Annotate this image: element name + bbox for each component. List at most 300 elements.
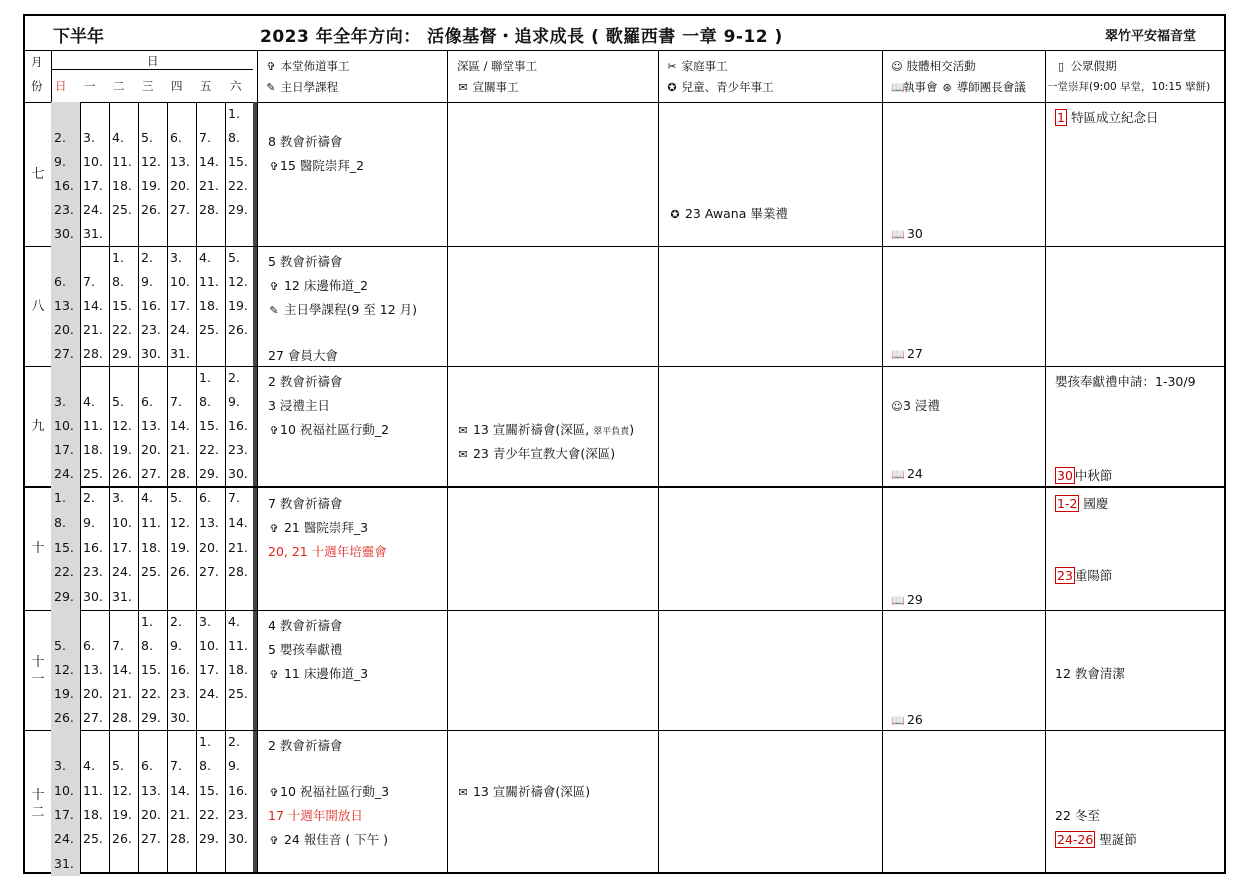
cross-icon: ✞ (269, 160, 279, 173)
day-cell: 11. (112, 154, 132, 169)
book-icon: 📖 (891, 228, 905, 241)
holiday-item: 1 特區成立紀念日 (1057, 110, 1159, 125)
day-cell: 30. (170, 710, 190, 725)
day-cell (138, 222, 167, 246)
day-cell: 20. (141, 807, 161, 822)
day-cell: 3. (170, 250, 182, 265)
day-cell: 24. (199, 686, 219, 701)
day-cell (80, 730, 109, 754)
day-cell: 16. (141, 298, 161, 313)
gear-icon: ✪ (670, 208, 680, 221)
weekday-mon: 一 (84, 79, 96, 93)
day-cell: 16. (51, 174, 80, 198)
month-header-top: 月 (31, 55, 43, 69)
book-icon: 📖 (891, 348, 905, 361)
day-cell: 3. (112, 490, 124, 505)
month-label: 十 二 (31, 788, 45, 820)
divider (447, 50, 448, 872)
weekday-sat: 六 (230, 79, 242, 93)
holiday-item: 22 冬至 (1055, 808, 1100, 823)
day-cell: 10. (112, 514, 132, 530)
event-item: 7 教會祈禱會 (268, 496, 343, 511)
day-cell: 25. (199, 322, 219, 337)
day-cell: 31. (83, 226, 103, 241)
day-cell: 15. (199, 418, 219, 433)
day-cell: 8. (51, 511, 80, 536)
cross-icon: ✞ (269, 834, 279, 847)
day-cell (109, 730, 138, 754)
holiday-item: 嬰孩奉獻禮申請：1-30/9 (1055, 374, 1196, 389)
day-cell (167, 730, 196, 754)
smiley-icon: ☺ (891, 60, 903, 73)
day-cell: 14. (112, 662, 132, 677)
day-cell: 24. (51, 827, 80, 851)
day-cell: 24. (112, 564, 132, 580)
day-cell (51, 246, 80, 270)
day-cell: 1. (51, 486, 80, 511)
day-cell: 21. (199, 178, 219, 193)
day-cell (225, 222, 254, 246)
day-cell: 22. (199, 807, 219, 822)
day-cell: 8. (199, 758, 211, 774)
day-cell: 1. (112, 250, 124, 265)
day-cell: 29. (112, 346, 132, 361)
day-cell: 24. (83, 202, 103, 217)
day-cell: 21. (228, 539, 248, 555)
cross-icon: ✞ (266, 60, 276, 73)
holiday-item: 12 教會清潔 (1055, 666, 1125, 681)
family-header: ✂ 家庭事工 (667, 59, 728, 73)
day-cell: 28. (170, 831, 190, 847)
day-cell: 27. (141, 831, 161, 847)
month-label: 十 一 (31, 655, 45, 687)
day-cell: 5. (51, 634, 80, 658)
month-label: 十 (31, 541, 45, 556)
day-cell: 5. (228, 250, 240, 265)
day-cell (167, 852, 196, 876)
event-item: 📖 27 (891, 346, 923, 361)
day-cell (225, 585, 254, 610)
half-year-title: 下半年 (53, 27, 104, 47)
day-cell: 7. (112, 638, 124, 653)
day-cell: 18. (83, 807, 103, 822)
day-cell: 26. (170, 564, 190, 580)
day-cell: 19. (170, 539, 190, 555)
day-cell: 7. (228, 490, 240, 505)
day-cell: 31. (51, 852, 80, 876)
day-cell: 28. (199, 202, 219, 217)
day-cell (138, 102, 167, 126)
book-icon: 📖 (891, 468, 905, 481)
event-item: 📖 24 (891, 466, 923, 481)
day-cell: 2. (83, 490, 95, 505)
event-item: 4 教會祈禱會 (268, 618, 343, 633)
day-cell: 19. (112, 807, 132, 822)
divider (882, 50, 883, 872)
weekday-wed: 三 (142, 79, 154, 93)
holiday-item: 24-26 聖誕節 (1057, 832, 1137, 847)
day-cell: 8. (112, 274, 124, 289)
day-cell (51, 610, 80, 634)
day-cell: 9. (170, 638, 182, 653)
day-cell: 18. (141, 539, 161, 555)
day-cell: 14. (170, 418, 190, 433)
day-cell: 8. (141, 638, 153, 653)
day-cell: 17. (51, 803, 80, 827)
day-cell (196, 852, 225, 876)
day-cell: 25. (83, 466, 103, 481)
day-cell: 10. (51, 779, 80, 803)
day-cell (109, 222, 138, 246)
day-cell: 30. (228, 831, 248, 847)
day-cell: 12. (51, 658, 80, 682)
day-cell (196, 222, 225, 246)
church-evangelism-header: ✞ 本堂佈道事工 (266, 59, 350, 73)
event-item: 3 浸禮主日 (268, 398, 330, 413)
day-cell: 12. (112, 418, 132, 433)
day-cell: 10. (199, 638, 219, 653)
day-cell: 23. (141, 322, 161, 337)
divider (1045, 50, 1046, 872)
day-cell: 13. (141, 782, 161, 798)
day-cell: 24. (51, 462, 80, 486)
event-item: 5 教會祈禱會 (268, 254, 343, 269)
day-cell: 17. (112, 539, 132, 555)
day-cell: 29. (141, 710, 161, 725)
day-cell: 8. (228, 130, 240, 145)
day-cell: 18. (228, 662, 248, 677)
mail-icon: ✉ (458, 424, 468, 437)
day-cell: 8. (199, 394, 211, 409)
event-item: 5 嬰孩奉獻禮 (268, 642, 343, 657)
day-cell: 20. (199, 539, 219, 555)
day-cell: 28. (228, 564, 248, 580)
day-cell: 16. (228, 782, 248, 798)
day-cell: 17. (51, 438, 80, 462)
calendar-sheet (23, 14, 1226, 874)
month-label: 九 (31, 419, 45, 434)
day-cell (109, 852, 138, 876)
day-cell: 14. (83, 298, 103, 313)
day-cell: 9. (51, 150, 80, 174)
day-cell: 22. (228, 178, 248, 193)
day-cell (167, 366, 196, 390)
day-cell (167, 222, 196, 246)
day-cell: 4. (83, 758, 95, 774)
day-cell: 29. (199, 831, 219, 847)
day-cell: 17. (170, 298, 190, 313)
day-cell: 31. (112, 589, 132, 605)
day-cell: 29. (228, 202, 248, 217)
day-cell: 16. (170, 662, 190, 677)
day-cell: 25. (141, 564, 161, 580)
day-cell (51, 366, 80, 390)
event-item: 20, 21 十週年培靈會 (268, 544, 387, 559)
day-cell: 22. (112, 322, 132, 337)
day-cell: 7. (83, 274, 95, 289)
event-item: 27 會員大會 (268, 348, 338, 363)
day-cell: 11. (199, 274, 219, 289)
book-icon: 📖 (891, 81, 905, 94)
day-cell: 11. (141, 514, 161, 530)
day-cell: 6. (141, 758, 153, 774)
day-cell: 29. (51, 585, 80, 610)
day-cell: 6. (170, 130, 182, 145)
event-item: 📖 26 (891, 712, 923, 727)
day-cell: 31. (170, 346, 190, 361)
event-item: ✉ 13 宣關祈禱會(深區) (458, 784, 591, 799)
day-cell (196, 102, 225, 126)
day-cell: 2. (141, 250, 153, 265)
book-icon: 📖 (891, 594, 905, 607)
cross-icon: ✞ (269, 668, 279, 681)
day-cell: 22. (199, 442, 219, 457)
event-item: 📖 29 (891, 592, 923, 607)
day-cell: 16. (228, 418, 248, 433)
day-cell: 24. (170, 322, 190, 337)
pencil-icon: ✎ (269, 304, 279, 317)
day-cell: 22. (51, 560, 80, 585)
day-cell (51, 730, 80, 754)
day-cell: 23. (170, 686, 190, 701)
day-cell: 18. (199, 298, 219, 313)
event-item: 17 十週年開放日 (268, 808, 363, 823)
service-time-header: 一堂崇拜(9:00 早堂，10:15 擘餅) (1047, 81, 1211, 93)
day-cell: 11. (83, 782, 103, 798)
day-cell: 29. (199, 466, 219, 481)
day-cell: 3. (199, 614, 211, 629)
event-item: ✞ 24 報佳音 ( 下午 ) (269, 832, 389, 847)
day-cell: 9. (83, 514, 95, 530)
weekday-fri: 五 (200, 79, 212, 93)
day-cell: 1. (199, 734, 211, 749)
day-cell: 25. (112, 202, 132, 217)
day-cell: 12. (141, 154, 161, 169)
gear-icon: ✪ (667, 81, 677, 94)
day-cell: 23. (228, 807, 248, 822)
day-cell: 15. (141, 662, 161, 677)
day-cell (80, 610, 109, 634)
day-cell: 6. (83, 638, 95, 653)
day-cell: 27. (83, 710, 103, 725)
day-cell: 14. (228, 514, 248, 530)
day-cell: 11. (228, 638, 248, 653)
day-cell: 13. (141, 418, 161, 433)
holiday-header: ▯ 公眾假期 (1055, 58, 1117, 74)
day-cell: 28. (83, 346, 103, 361)
cross-icon: ✞ (269, 424, 279, 437)
gate-icon: ▯ (1057, 60, 1065, 73)
day-cell: 20. (141, 442, 161, 457)
day-cell: 27. (51, 342, 80, 366)
day-cell: 2. (170, 614, 182, 629)
day-cell: 4. (83, 394, 95, 409)
day-cell (138, 585, 167, 610)
day-cell (109, 102, 138, 126)
event-item: ✞15 醫院崇拜_2 (269, 158, 365, 173)
day-cell: 11. (83, 418, 103, 433)
divider (257, 50, 258, 872)
day-cell: 25. (228, 686, 248, 701)
day-cell: 3. (51, 754, 80, 778)
church-name: 翠竹平安福音堂 (1104, 29, 1196, 44)
day-cell: 20. (83, 686, 103, 701)
day-cell: 15. (51, 536, 80, 561)
day-cell: 7. (170, 758, 182, 774)
day-cell: 19. (228, 298, 248, 313)
day-cell: 27. (141, 466, 161, 481)
day-cell: 6. (51, 270, 80, 294)
day-cell: 2. (228, 370, 240, 385)
event-item: ✪ 23 Awana 畢業禮 (670, 206, 788, 221)
day-header: 日 (147, 54, 159, 68)
weekday-sun: 日 (55, 79, 67, 93)
day-cell: 2. (228, 734, 240, 749)
weekday-thu: 四 (171, 79, 183, 93)
day-cell: 28. (112, 710, 132, 725)
day-cell: 4. (228, 614, 240, 629)
day-cell: 17. (199, 662, 219, 677)
day-cell: 13. (170, 154, 190, 169)
day-cell: 19. (51, 682, 80, 706)
youth-header: ✪ 兒童、青少年事工 (667, 80, 774, 94)
day-cell: 23. (228, 442, 248, 457)
day-cell: 19. (112, 442, 132, 457)
event-item: ✞10 祝福社區行動_2 (269, 422, 390, 437)
smiley-icon: ☺ (891, 400, 903, 413)
day-cell: 4. (141, 490, 153, 505)
event-item: ✞ 11 床邊佈道_3 (269, 666, 369, 681)
day-cell: 13. (51, 294, 80, 318)
day-cell: 9. (228, 394, 240, 409)
day-cell: 4. (112, 130, 124, 145)
day-cell: 3. (51, 390, 80, 414)
day-cell (109, 366, 138, 390)
day-cell (80, 102, 109, 126)
month-label: 七 (31, 167, 45, 182)
event-item: ☺3 浸禮 (891, 398, 940, 413)
holiday-item: 1-2 國慶 (1057, 496, 1109, 511)
day-cell: 10. (170, 274, 190, 289)
cross-icon: ✞ (269, 280, 279, 293)
day-cell: 12. (228, 274, 248, 289)
day-cell: 15. (112, 298, 132, 313)
day-cell: 13. (83, 662, 103, 677)
fellowship-header: ☺ 肢體相交活動 (891, 59, 976, 73)
day-cell: 25. (83, 831, 103, 847)
day-cell: 17. (83, 178, 103, 193)
day-cell: 4. (199, 250, 211, 265)
day-cell (138, 852, 167, 876)
mail-icon: ✉ (458, 448, 468, 461)
event-item: 8 教會祈禱會 (268, 134, 343, 149)
day-cell: 21. (170, 442, 190, 457)
day-cell: 18. (83, 442, 103, 457)
day-cell: 7. (170, 394, 182, 409)
day-cell (138, 366, 167, 390)
day-cell: 5. (112, 758, 124, 774)
pencil-icon: ✎ (266, 81, 276, 94)
day-cell: 27. (199, 564, 219, 580)
day-cell: 1. (228, 106, 240, 121)
day-cell: 20. (170, 178, 190, 193)
day-cell: 28. (170, 466, 190, 481)
day-cell (196, 342, 225, 366)
event-item: ✞ 21 醫院崇拜_3 (269, 520, 369, 535)
day-cell: 9. (141, 274, 153, 289)
day-cell (225, 852, 254, 876)
day-cell (196, 706, 225, 730)
day-cell: 30. (51, 222, 80, 246)
holiday-item: 30 中秋節 (1057, 468, 1113, 483)
day-cell (80, 366, 109, 390)
weekday-tue: 二 (113, 79, 125, 93)
day-cell (196, 585, 225, 610)
day-cell: 26. (112, 466, 132, 481)
day-cell: 27. (170, 202, 190, 217)
annual-theme-title: 2023 年全年方向： 活像基督・追求成長 ( 歌羅西書 一章 9-12 ) (260, 27, 783, 47)
day-cell: 14. (170, 782, 190, 798)
deacon-header: 📖執事會 ⊛ 導師團長會議 (891, 80, 1026, 94)
day-cell (80, 852, 109, 876)
day-cell: 3. (83, 130, 95, 145)
day-cell: 7. (199, 130, 211, 145)
day-cell: 12. (170, 514, 190, 530)
event-item: ✞10 祝福社區行動_3 (269, 784, 390, 799)
event-item: 📖 30 (891, 226, 923, 241)
cross-icon: ✞ (269, 522, 279, 535)
day-cell: 26. (228, 322, 248, 337)
day-cell: 23. (83, 564, 103, 580)
month-header-bottom: 份 (31, 79, 43, 93)
title-bar (25, 16, 1224, 51)
day-cell: 26. (141, 202, 161, 217)
day-cell: 12. (112, 782, 132, 798)
book-icon: 📖 (891, 714, 905, 727)
day-cell: 16. (83, 539, 103, 555)
day-cell: 30. (83, 589, 103, 605)
day-cell: 26. (112, 831, 132, 847)
day-cell: 21. (83, 322, 103, 337)
event-item: ✎ 主日學課程(9 至 12 月) (269, 302, 418, 317)
day-cell: 2. (51, 126, 80, 150)
day-cell: 10. (51, 414, 80, 438)
day-cell: 6. (199, 490, 211, 505)
day-cell (225, 342, 254, 366)
event-item: ✉ 13 宣關祈禱會(深區, 翠平負責) (458, 422, 635, 437)
mail-icon: ✉ (458, 786, 468, 799)
day-cell (167, 102, 196, 126)
day-cell (167, 585, 196, 610)
day-cell: 19. (141, 178, 161, 193)
day-cell: 6. (141, 394, 153, 409)
day-cell: 14. (199, 154, 219, 169)
day-cell: 5. (170, 490, 182, 505)
day-cell: 5. (112, 394, 124, 409)
holiday-item: 23 重陽節 (1057, 568, 1113, 583)
day-cell: 15. (199, 782, 219, 798)
day-cell (138, 730, 167, 754)
day-cell: 26. (51, 706, 80, 730)
day-cell (109, 610, 138, 634)
mail-icon: ✉ (458, 81, 468, 94)
sunday-school-header: ✎ 主日學課程 (266, 80, 339, 94)
day-cell: 23. (51, 198, 80, 222)
day-cell: 1. (199, 370, 211, 385)
cross-icon: ✞ (269, 786, 279, 799)
day-cell: 13. (199, 514, 219, 530)
day-cell: 10. (83, 154, 103, 169)
